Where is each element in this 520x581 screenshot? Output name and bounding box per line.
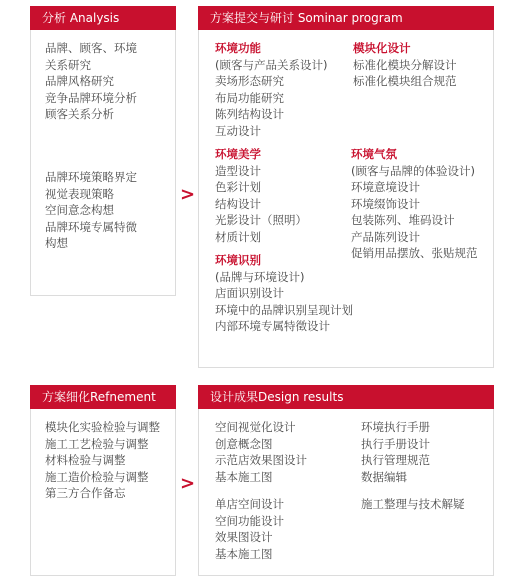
section-environment-atmosphere [351,146,478,262]
list-item: 环境执行手册 [361,420,430,434]
results-spatial-visual [215,419,307,485]
list-item: 空间功能设计 [215,513,284,528]
list-item: 标准化模块组合规范 [353,74,457,88]
list-item: 色彩计划 [215,180,261,194]
list-item: 示范店效果图设计 [215,453,307,467]
section-modular-design [353,40,457,90]
list-item: 造型设计 [215,163,261,178]
results-panel [198,385,494,576]
list-item: 环境缀饰设计 [351,196,420,211]
list-item: 包装陈列、堆码设计 [351,213,455,227]
list-item: 施工整理与技术解疑 [361,497,465,511]
list-item: 布局功能研究 [215,90,284,105]
results-construction [361,496,465,513]
list-item: 材质计划 [215,229,261,244]
list-item: 品牌环境专属特微 [45,219,137,234]
list-item: 结构设计 [215,196,261,211]
list-item: 视觉表现策略 [45,186,114,201]
section-environment-identity [215,252,353,335]
seminar-header: 方案提交与研讨 Sominar program [198,6,494,30]
list-item: 基本施工图 [215,546,273,561]
section-environment-function [215,40,327,139]
results-header: 设计成果Design results [198,385,494,409]
list-item: 空间意念构想 [45,203,114,217]
list-item: 品牌环境策略界定 [45,170,137,184]
analysis-group-research [45,40,137,123]
list-item: 促销用品摆放、张贴规范 [351,246,478,260]
list-item: 施工造价检验与调整 [45,469,149,484]
section-title: 环境功能 [215,41,261,55]
list-item: 数据编辑 [361,469,407,484]
section-title: 环境气氛 [351,147,397,161]
list-item: 空间视觉化设计 [215,420,296,434]
analysis-group-strategy [45,169,137,252]
section-title: 模块化设计 [353,41,411,55]
list-item: 施工工艺检验与调整 [45,436,149,451]
list-item: 效果图设计 [215,530,273,544]
refinement-list [45,419,160,502]
list-item: 品牌风格研究 [45,74,114,88]
analysis-header: 分析 Analysis [30,6,176,30]
list-item: 互动设计 [215,123,261,138]
refinement-header: 方案细化Refnement [30,385,176,409]
list-item: (顾客与产品关系设计) [215,57,328,72]
results-manual [361,419,430,485]
list-item: 标准化模块分解设计 [353,57,457,72]
list-item: 第三方合作备忘 [45,486,126,500]
list-item: 卖场形态研究 [215,74,284,88]
seminar-panel [198,6,494,368]
list-item: 环境中的品牌识别呈现计划 [215,302,353,317]
list-item: 材料检验与调整 [45,453,126,467]
refinement-panel [30,385,176,576]
list-item: 执行手册设计 [361,436,430,451]
list-item: 构想 [45,236,68,250]
list-item: 顾客关系分析 [45,107,114,121]
section-environment-aesthetics [215,146,307,245]
list-item: 内部环境专属特徵设计 [215,319,330,333]
list-item: 模块化实验检验与调整 [45,420,160,434]
section-title: 环境美学 [215,147,261,161]
list-item: 竞争品牌环境分析 [45,90,137,105]
analysis-panel [30,6,176,296]
arrow-right-icon: > [180,473,196,494]
list-item: 陈列结构设计 [215,107,284,121]
list-item: 执行管理规范 [361,453,430,467]
list-item: 品牌、顾客、环境 [45,41,137,55]
list-item: (品牌与环境设计) [215,269,305,284]
list-item: 产品陈列设计 [351,229,420,244]
list-item: 单店空间设计 [215,497,284,511]
list-item: (顾客与品牌的体验设计) [351,163,475,178]
results-store-space [215,496,284,562]
list-item: 基本施工图 [215,469,273,484]
list-item: 光影设计（照明） [215,213,307,227]
list-item: 关系研究 [45,57,91,72]
arrow-right-icon: > [180,184,196,205]
section-title: 环境识别 [215,253,261,267]
list-item: 店面识别设计 [215,286,284,300]
list-item: 创意概念图 [215,436,273,451]
list-item: 环境意境设计 [351,180,420,194]
